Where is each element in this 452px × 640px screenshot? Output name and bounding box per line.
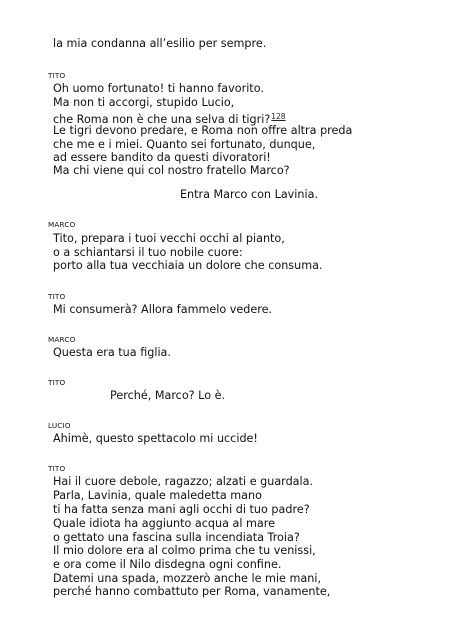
verse-line: Tito, prepara i tuoi vecchi occhi al pianto, — [53, 232, 285, 245]
verse-line: Perché, Marco? Lo è. — [110, 389, 226, 402]
speaker-name: TITO — [48, 71, 66, 80]
verse-line: o gettato una fascina sulla incendiata Troia? — [53, 531, 300, 544]
verse-line: Oh uomo fortunato! ti hanno favorito. — [53, 82, 264, 95]
verse-line: o a schiantarsi il tuo nobile cuore: — [53, 246, 243, 259]
verse-line: e ora come il Nilo disdegna ogni confine. — [53, 558, 282, 571]
speaker-name: MARCO — [48, 335, 76, 344]
verse-line: che me e i miei. Quanto sei fortunato, dunque, — [53, 138, 316, 151]
speaker-name: MARCO — [48, 220, 76, 229]
speaker-name: TITO — [48, 464, 66, 473]
verse-line: Mi consumerà? Allora fammelo vedere. — [53, 303, 273, 316]
verse-line: porto alla tua vecchiaia un dolore che consuma. — [53, 259, 323, 272]
verse-line: ti ha fatta senza mani agli occhi di tuo padre? — [53, 503, 310, 516]
speaker-name: TITO — [48, 292, 66, 301]
verse-line: Questa era tua figlia. — [53, 346, 171, 359]
verse-line: la mia condanna all’esilio per sempre. — [53, 37, 267, 50]
verse-line: Il mio dolore era al colmo prima che tu venissi, — [53, 544, 316, 557]
verse-line: Le tigri devono predare, e Roma non offre altra preda — [53, 124, 353, 137]
verse-line: ad essere bandito da questi divoratori! — [53, 151, 271, 164]
verse-line: Hai il cuore debole, ragazzo; alzati e guardala. — [53, 475, 314, 488]
stage-direction: Entra Marco con Lavinia. — [179, 188, 319, 201]
speaker-name: TITO — [48, 378, 66, 387]
speaker-name: LUCIO — [48, 421, 71, 430]
verse-line: Quale idiota ha aggiunto acqua al mare — [53, 517, 276, 530]
footnote-link[interactable]: 128 — [271, 112, 286, 121]
verse-line: Ma chi viene qui col nostro fratello Marco? — [53, 164, 290, 177]
verse-line: Ahimè, questo spettacolo mi uccide! — [53, 432, 258, 445]
verse-line: Datemi una spada, mozzerò anche le mie mani, — [53, 572, 322, 585]
verse-line: perché hanno combattuto per Roma, vanamente, — [53, 585, 331, 598]
verse-line-text: che Roma non è che una selva di tigri? — [53, 113, 271, 126]
verse-line: Parla, Lavinia, quale maledetta mano — [53, 489, 262, 502]
verse-line: Ma non ti accorgi, stupido Lucio, — [53, 96, 235, 109]
